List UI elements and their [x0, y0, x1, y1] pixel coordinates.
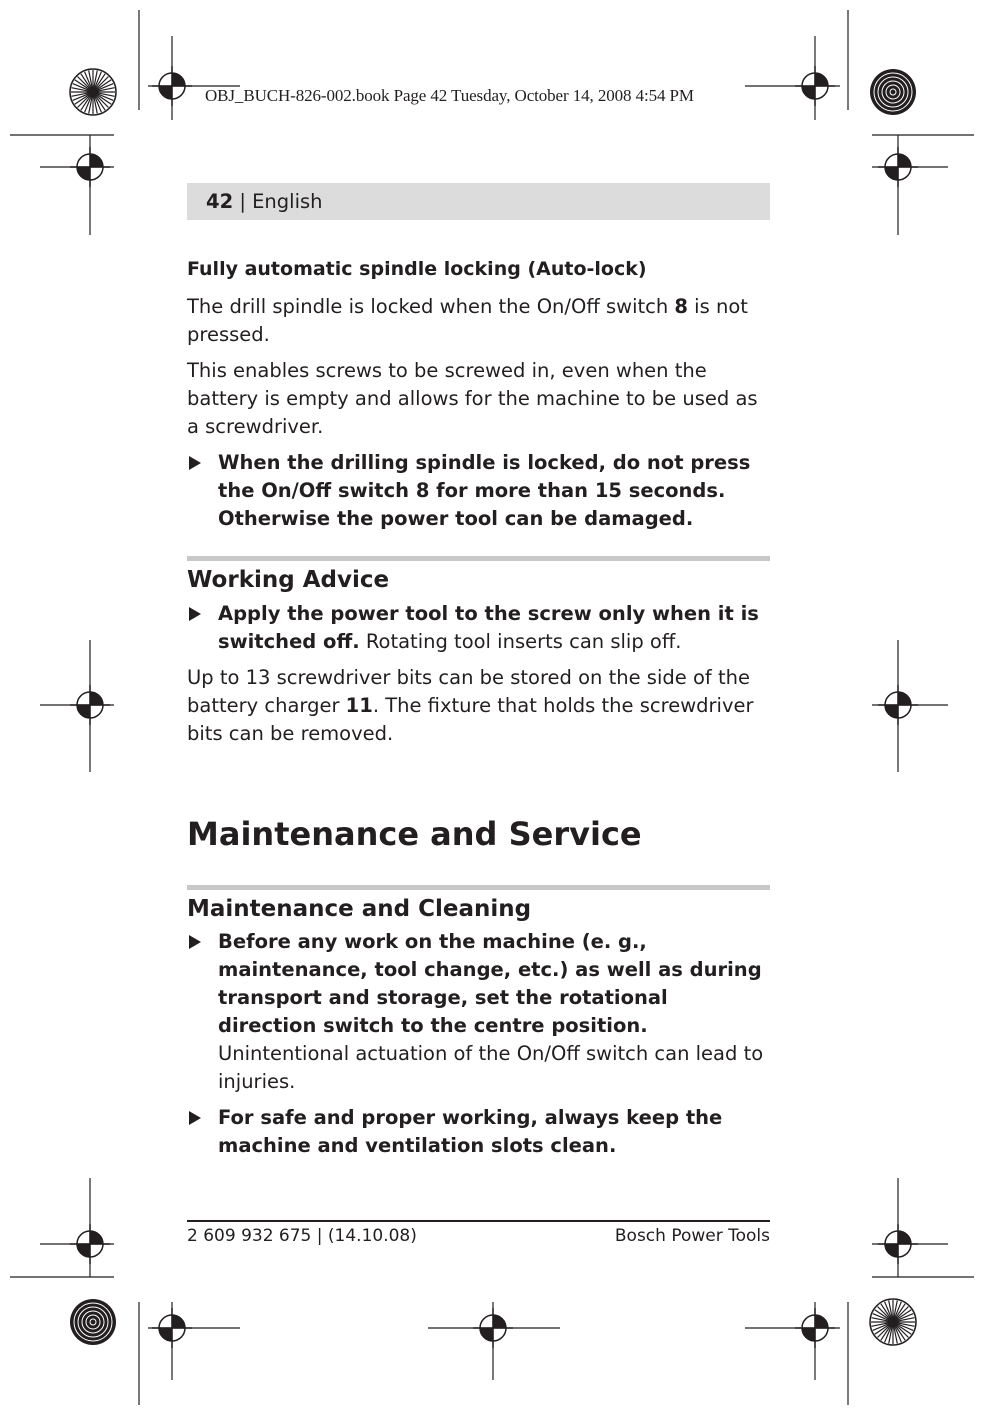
autolock-paragraph-1: The drill spindle is locked when the On/Off switch 8 is not pressed. [187, 295, 748, 346]
maintenance-cleaning-heading: Maintenance and Cleaning [187, 896, 532, 922]
autolock-paragraph-2: This enables screws to be screwed in, even when the battery is empty and allows for the machine to be used as a screwdriver. [187, 359, 758, 438]
header-language: English [252, 190, 323, 213]
running-header [187, 183, 770, 220]
swirl-target-icon [70, 1299, 116, 1345]
bullet-triangle-icon [189, 1111, 201, 1125]
bullet-triangle-icon [189, 456, 201, 470]
registration-mark-icon [795, 66, 835, 106]
section-rule [187, 885, 770, 890]
star-target-icon [870, 1299, 916, 1345]
registration-mark-icon [152, 66, 192, 106]
registration-mark-icon [878, 147, 918, 187]
footer-document-number: 2 609 932 675 | (14.10.08) [187, 1226, 417, 1246]
registration-mark-icon [878, 685, 918, 725]
working-advice-section [187, 565, 770, 748]
bullet-triangle-icon [189, 935, 201, 949]
autolock-section [187, 255, 770, 533]
registration-mark-icon [70, 1224, 110, 1264]
working-advice-bullet: Apply the power tool to the screw only when it is switched off. Rotating tool inserts can slip off. [187, 600, 770, 656]
maintenance-bullet-1: Before any work on the machine (e. g., maintenance, tool change, etc.) as well as during transport and storage, set the rotational direction switch to the centre position. Unintentional actuation of the On/Off switch can lead to injuries. [187, 928, 770, 1096]
footer-rule [187, 1220, 770, 1222]
header-separator: | [233, 190, 253, 213]
registration-mark-icon [795, 1308, 835, 1348]
maintenance-title-block [187, 814, 770, 854]
maintenance-title: Maintenance and Service [187, 815, 642, 853]
swirl-target-icon [870, 69, 916, 115]
autolock-warning: When the drilling spindle is locked, do not press the On/Off switch 8 for more than 15 seconds. Otherwise the power tool can be damaged. [187, 449, 770, 533]
autolock-heading: Fully automatic spindle locking (Auto-lock) [187, 258, 647, 280]
slug-line: OBJ_BUCH-826-002.book Page 42 Tuesday, October 14, 2008 4:54 PM [205, 86, 694, 105]
registration-mark-icon [878, 1224, 918, 1264]
working-advice-paragraph: Up to 13 screwdriver bits can be stored on the side of the battery charger 11. The fixture that holds the screwdriver bits can be removed. [187, 666, 754, 745]
section-rule [187, 556, 770, 561]
registration-mark-icon [70, 685, 110, 725]
registration-mark-icon [152, 1308, 192, 1348]
registration-mark-icon [473, 1308, 513, 1348]
maintenance-bullet-2: For safe and proper working, always keep the machine and ventilation slots clean. [187, 1104, 770, 1160]
registration-mark-icon [70, 147, 110, 187]
bullet-triangle-icon [189, 607, 201, 621]
maintenance-cleaning-section [187, 894, 770, 1160]
page-number: 42 [206, 190, 234, 213]
working-advice-heading: Working Advice [187, 567, 390, 593]
star-target-icon [70, 69, 116, 115]
footer-brand: Bosch Power Tools [614, 1226, 770, 1246]
